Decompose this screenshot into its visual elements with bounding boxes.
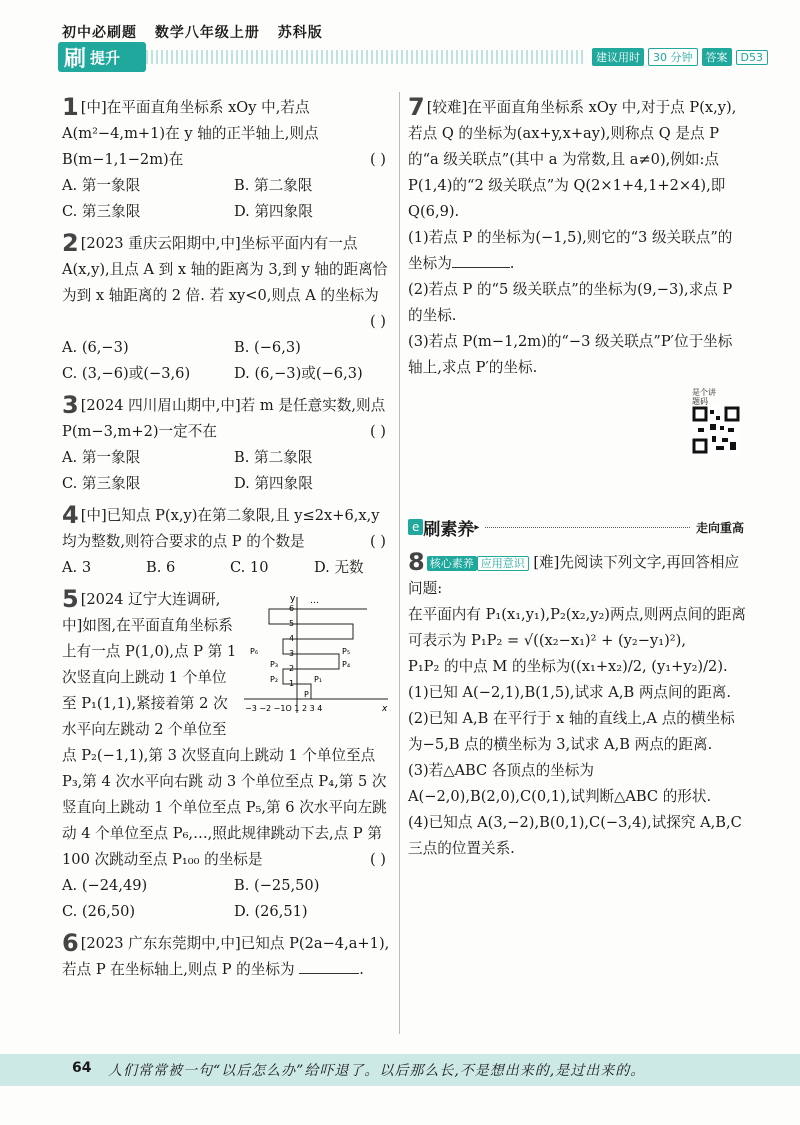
question-text: [2023 广东东莞期中,中]已知点 P(2a−4,a+1),若点 P 在坐标轴上,则点 P 的坐标为 — [62, 935, 390, 978]
option-d[interactable]: D. 无数 — [314, 559, 364, 576]
arrow-icon: ▸ — [474, 521, 480, 533]
part-3: (3)若△ABC 各顶点的坐标为 A(−2,0),B(2,0),C(0,1),试判断△ABC 的形状. — [408, 762, 712, 805]
qr-code[interactable] — [692, 388, 744, 460]
question-text-a: [2024 辽宁大连调研,中]如图,在平面直角坐标系上有一点 P(1,0),点 P 第 1 次竖直向上跳动 1 个单位至 P₁(1,1),紧接着第 2 次水平向左跳动 2 个单位至点 P₂(−1,1),第 3 次竖直向上跳动 1 个单位至点 P₃,第 4 次水平向右跳 — [62, 591, 376, 790]
x-axis-label: x — [382, 704, 388, 714]
section-header — [408, 512, 744, 542]
header-series-name: 初中必刷题 — [62, 25, 137, 41]
y-axis-label: y — [290, 594, 296, 604]
point-label: P₅ — [342, 647, 351, 656]
question-number: 5 — [62, 585, 79, 613]
x-ticks: −3 −2 −1O 1 2 3 4 — [245, 704, 323, 713]
answer-label: 答案 — [702, 48, 732, 66]
option-b[interactable]: B. 第二象限 — [234, 177, 313, 194]
brand-main: 刷 — [64, 46, 87, 72]
option-c[interactable]: C. (3,−6)或(−3,6) — [62, 365, 191, 382]
question-number: 2 — [62, 229, 79, 257]
header-edition: 苏科版 — [277, 25, 323, 41]
jump-path — [269, 609, 367, 699]
right-column — [408, 95, 746, 387]
question-text-b: 动 3 个单位至点 P₄,第 5 次竖直向上跳动 1 个单位至点 P₅,第 6 次水平向左跳动 4 个单位至点 P₆,…,照此规律跳动下去,点 P 第 100 次跳动至点 P₁₀₀ 的坐标是 — [62, 773, 387, 868]
point-label: P — [304, 690, 309, 699]
question-number: 8 — [408, 548, 425, 576]
options — [62, 873, 392, 925]
answer-paren: ( ) — [369, 851, 386, 868]
question-number: 4 — [62, 501, 79, 529]
answer-paren: ( ) — [369, 533, 386, 550]
qr-label: 是个讲题码 — [692, 388, 716, 406]
header-series — [62, 22, 335, 42]
option-d[interactable]: D. (6,−3)或(−6,3) — [234, 365, 363, 382]
option-c[interactable]: C. 第三象限 — [62, 203, 141, 220]
question-7 — [408, 95, 746, 381]
section-title: 刷素养 — [423, 519, 475, 540]
answer-blank[interactable] — [452, 253, 510, 268]
page-number: 64 — [72, 1060, 92, 1076]
question-text: [中]在平面直角坐标系 xOy 中,若点 A(m²−4,m+1)在 y 轴的正半轴上,则点 B(m−1,1−2m)在 — [62, 99, 319, 168]
point-label: P₃ — [270, 660, 279, 669]
suggest-time-label: 建议用时 — [592, 48, 644, 66]
suggest-time-value: 30 分钟 — [648, 48, 698, 66]
question-text: [中]已知点 P(x,y)在第二象限,且 y≤2x+6,x,y 均为整数,则符合要求的点 P 的个数是 — [62, 507, 380, 550]
question-5 — [62, 587, 392, 925]
question-text: [较难]在平面直角坐标系 xOy 中,对于点 P(x,y),若点 Q 的坐标为(ax+y,x+ay),则称点 Q 是点 P 的“a 级关联点”(其中 a 为常数,且 a≠0),例如:点 P(1,4)的“2 级关联点”为 Q(2×1+4,1+2×4),即 Q(6,9). — [408, 99, 737, 220]
option-b[interactable]: B. 6 — [146, 559, 176, 576]
section-rule — [485, 526, 690, 528]
option-d[interactable]: D. 第四象限 — [234, 475, 313, 492]
reading-1: 在平面内有 P₁(x₁,y₁),P₂(x₂,y₂)两点,则两点间的距离可表示为 P₁P₂ = √((x₂−x₁)² + (y₂−y₁)²), — [408, 606, 746, 649]
brand-sub: 提升 — [90, 48, 121, 67]
question-6: 6 [2023 广东东莞期中,中]已知点 P(2a−4,a+1),若点 P 在坐标轴上,则点 P 的坐标为 . — [62, 929, 390, 978]
question-4 — [62, 503, 392, 581]
option-b[interactable]: B. (−6,3) — [234, 339, 301, 356]
option-a[interactable]: A. (6,−3) — [62, 339, 129, 356]
section-icon: e — [408, 519, 423, 535]
jump-figure — [242, 591, 392, 719]
y-tick: 4 — [289, 634, 295, 643]
question-number: 7 — [408, 93, 425, 121]
options — [62, 335, 392, 387]
option-b[interactable]: B. 第二象限 — [234, 449, 313, 466]
option-c[interactable]: C. 10 — [230, 559, 269, 576]
part-1: (1)已知 A(−2,1),B(1,5),试求 A,B 两点间的距离. — [408, 684, 732, 701]
y-tick: 1 — [289, 679, 295, 688]
header-meta — [592, 48, 768, 66]
tag-apply: 应用意识 — [477, 556, 529, 571]
point-label: P₁ — [314, 675, 323, 684]
part-3: (3)若点 P(m−1,2m)的“−3 级关联点”P′位于坐标轴上,求点 P′的坐标. — [408, 333, 733, 376]
question-2 — [62, 231, 392, 387]
option-d[interactable]: D. 第四象限 — [234, 203, 313, 220]
question-text: [2024 四川眉山期中,中]若 m 是任意实数,则点 P(m−3,m+2)一定不在 — [62, 397, 386, 440]
left-column — [62, 95, 392, 989]
column-divider — [399, 92, 400, 1034]
tag-core: 核心素养 — [427, 556, 477, 571]
answer-page: D53 — [736, 50, 768, 65]
y-tick: 3 — [289, 649, 295, 658]
answer-paren: ( ) — [369, 313, 386, 330]
answer-paren: ( ) — [369, 151, 386, 168]
option-a[interactable]: A. (−24,49) — [62, 877, 148, 894]
question-number: 3 — [62, 391, 79, 419]
options — [62, 555, 392, 581]
option-b[interactable]: B. (−25,50) — [234, 877, 320, 894]
point-label: P₂ — [270, 675, 279, 684]
y-tick: 5 — [289, 619, 295, 628]
answer-blank[interactable] — [299, 959, 359, 974]
option-c[interactable]: C. 第三象限 — [62, 475, 141, 492]
part-2: (2)若点 P 的“5 级关联点”的坐标为(9,−3),求点 P 的坐标. — [408, 281, 733, 324]
point-label: P₆ — [250, 647, 259, 656]
options — [62, 445, 392, 497]
part-2: (2)已知 A,B 在平行于 x 轴的直线上,A 点的横坐标为−5,B 点的横坐标为 3,试求 A,B 两点的距离. — [408, 710, 735, 753]
option-a[interactable]: A. 3 — [62, 559, 92, 576]
part-4: (4)已知点 A(3,−2),B(0,1),C(−3,4),试探究 A,B,C 三点的位置关系. — [408, 814, 742, 857]
question-number: 1 — [62, 93, 79, 121]
option-d[interactable]: D. (26,51) — [234, 903, 308, 920]
question-text: [2023 重庆云阳期中,中]坐标平面内有一点 A(x,y),且点 A 到 x 轴的距离为 3,到 y 轴的距离恰为到 x 轴距离的 2 倍. 若 xy<0,则点 A 的坐标为 — [62, 235, 388, 304]
header-subject: 数学八年级上册 — [154, 25, 260, 41]
question-8-column — [408, 550, 746, 868]
y-tick: 2 — [289, 664, 295, 673]
part-1-text: (1)若点 P 的坐标为(−1,5),则它的“3 级关联点”的坐标为 — [408, 229, 733, 272]
question-intro: [难]先阅读下列文字,再回答相应问题: — [408, 554, 740, 597]
section-right: 走向重高 — [695, 520, 744, 535]
part-1: (1)若点 P 的坐标为(−1,5),则它的“3 级关联点”的坐标为 . — [408, 229, 733, 272]
reading-2: P₁P₂ 的中点 M 的坐标为((x₁+x₂)/2, (y₁+y₂)/2). — [408, 658, 728, 675]
section-brand — [58, 42, 146, 72]
option-c[interactable]: C. (26,50) — [62, 903, 136, 920]
question-1 — [62, 95, 392, 225]
question-3 — [62, 393, 392, 497]
header-band — [146, 50, 586, 64]
option-a[interactable]: A. 第一象限 — [62, 177, 141, 194]
question-8 — [408, 550, 746, 862]
question-number: 6 — [62, 929, 79, 957]
point-label: P₄ — [342, 660, 351, 669]
option-a[interactable]: A. 第一象限 — [62, 449, 141, 466]
footer-quote: 人们常常被一句“以后怎么办”给吓退了。以后那么长,不是想出来的,是过出来的。 — [108, 1063, 646, 1079]
options — [62, 173, 392, 225]
answer-paren: ( ) — [369, 423, 386, 440]
qr-icon — [692, 406, 740, 454]
more-dots: … — [310, 596, 319, 606]
y-tick: 6 — [289, 604, 295, 613]
